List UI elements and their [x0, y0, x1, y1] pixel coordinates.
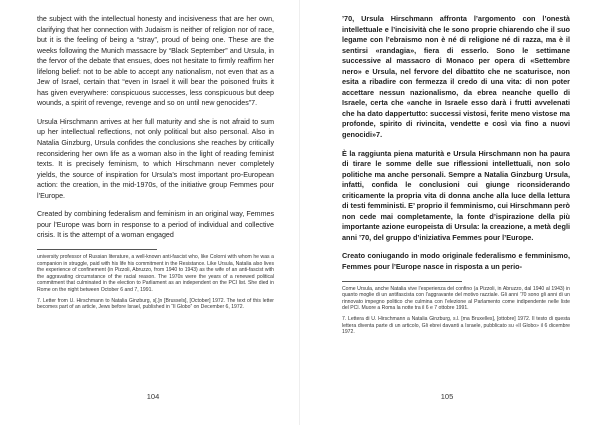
right-page: [300, 0, 600, 425]
footnote-rule: [342, 281, 462, 282]
right-page-number: 105: [440, 392, 454, 401]
right-paragraph-2: È la raggiunta piena maturità e Ursula Hirschmann non ha paura di tirare le somme delle sue riflessioni intellettuali, non solo politiche ma anche personali. Sempre a Natalia Ginzburg Ursula, infatti, confida le conclusioni cui giunge riconsiderando criticamente la propria vita di donna anche alla luce della lettura di testi femministi. E’ proprio il femminismo, cui Hirschmann però non cede mai completamente, la fonte d’ispirazione della più importante azione europeista di Ursula: la creazione, a metà degli anni ’70, del gruppo d’iniziativa Femmes pour l’Europe.: [342, 148, 570, 242]
left-page-number: 104: [146, 392, 160, 401]
right-footnote-2: 7. Lettera di U. Hirschmann a Natalia Ginzburg, s.l. [ma Bruxelles], [ottobre] 1972. Il testo di questa lettera diventa parte di un articolo, Gli ebrei davanti a Israele, pubblicato su «Il Globo» il 6 dicembre 1972.: [342, 315, 570, 336]
right-footnote-1: Come Ursula, anche Natalia vive l’esperienza del confino (a Pizzoli, in Abruzzo, dal 1940 al 1943) in quanto moglie di un antifascista con l’aggravante del motivo razziale. Gli anni ’70 sono gli anni di un rinnovato impegno politico che culmina con l’elezione al Parlamento come indipendente nelle liste del PCI. Muore a Roma la notte tra il 6 e 7 ottobre 1991.: [342, 285, 570, 312]
left-footnote-2: 7. Letter from U. Hirschmann to Natalia Ginzburg, s[.]n [Brussels], [October] 1972. The text of this letter becomes part of an article, Jews before Israel, published in “Il Globo” on December 6, 1972.: [37, 297, 274, 311]
right-paragraph-3: Creato coniugando in modo originale federalismo e femminismo, Femmes pour l’Europe nasce in risposta a un perio-: [342, 251, 570, 272]
left-paragraph-1: the subject with the intellectual honesty and incisiveness that are her own, clarifying that her connection with Judaism is neither of religion nor of race, but it is the feeling of being a “stray”, proud of being one. These are the weeks following the Munich massacre by “Black September” and Ursula, in the fervor of the debate that ensues, does not hesitate to firmly reaffirm her lifelong belief: not to be able to accept any nationalism, not even that as a Jew of Israel, certain that “even in Israel it will bear the poisoned fruits it has given everywhere: conspicuous successes, less conspicuous but deep wounds, a spirit of revenge, revenge and so on until new genocides”7.: [37, 15, 274, 108]
left-footnote-1: university professor of Russian literature, a well-known anti-fascist who, like Colorni with whom he was a companion in struggle, paid with his life his commitment in the Resistance. Like Ursula, Natalia also lives the experience of confinement (in Pizzoli, Abruzzo, from 1940 to 1943) as the wife of an anti-fascist with the aggravating circumstance of the racial reason. The 1970s were the years of a renewed political commitment that culminated in the election to Parliament as an independent on the PCI list. She died in Rome on the night between October 6 and 7, 1991.: [37, 253, 274, 293]
footnote-rule: [37, 249, 157, 250]
left-paragraph-2: Ursula Hirschmann arrives at her full maturity and she is not afraid to sum up her intellectual reflections, not only political but also personal. Also in Natalia Ginzburg, Ursula confides the conclusions she reaches by critically reconsidering her own life as a woman also in the light of reading feminist texts. It is precisely feminism, to which Hirschmann never completely yields, the source of inspiration for Ursula’s most important pro-European action: the creation, in the mid-1970s, of the initiative group Femmes pour l’Europe.: [37, 117, 274, 200]
right-paragraph-1: ’70, Ursula Hirschmann affronta l’argomento con l’onestà intellettuale e l’incisività che le sono proprie chiarendo che il suo legame con l’ebraismo non è né di religione né di razza, ma è il sentirsi «randagia», fiera di esserlo. Sono le settimane successive al massacro di Monaco per opera di «Settembre nero» e Ursula, nel fervore del dibattito che ne scaturisce, non esita a ribadire con fermezza il credo di una vita: di non poter accettare nessun nazionalismo, da ebrea neanche quello di Israele, certa che «anche in Israele esso darà i frutti avvelenati che ha dato dappertutto: successi vistosi, ferite meno vistose ma profonde, spirito di rivincita, vendette e così via fino a nuovi genocidi»7.: [342, 14, 570, 140]
left-paragraph-3: Created by combining federalism and feminism in an original way, Femmes pour l’Europe was born in response to a period of individual and collective crisis. It is the attempt of a woman engaged: [37, 210, 274, 240]
